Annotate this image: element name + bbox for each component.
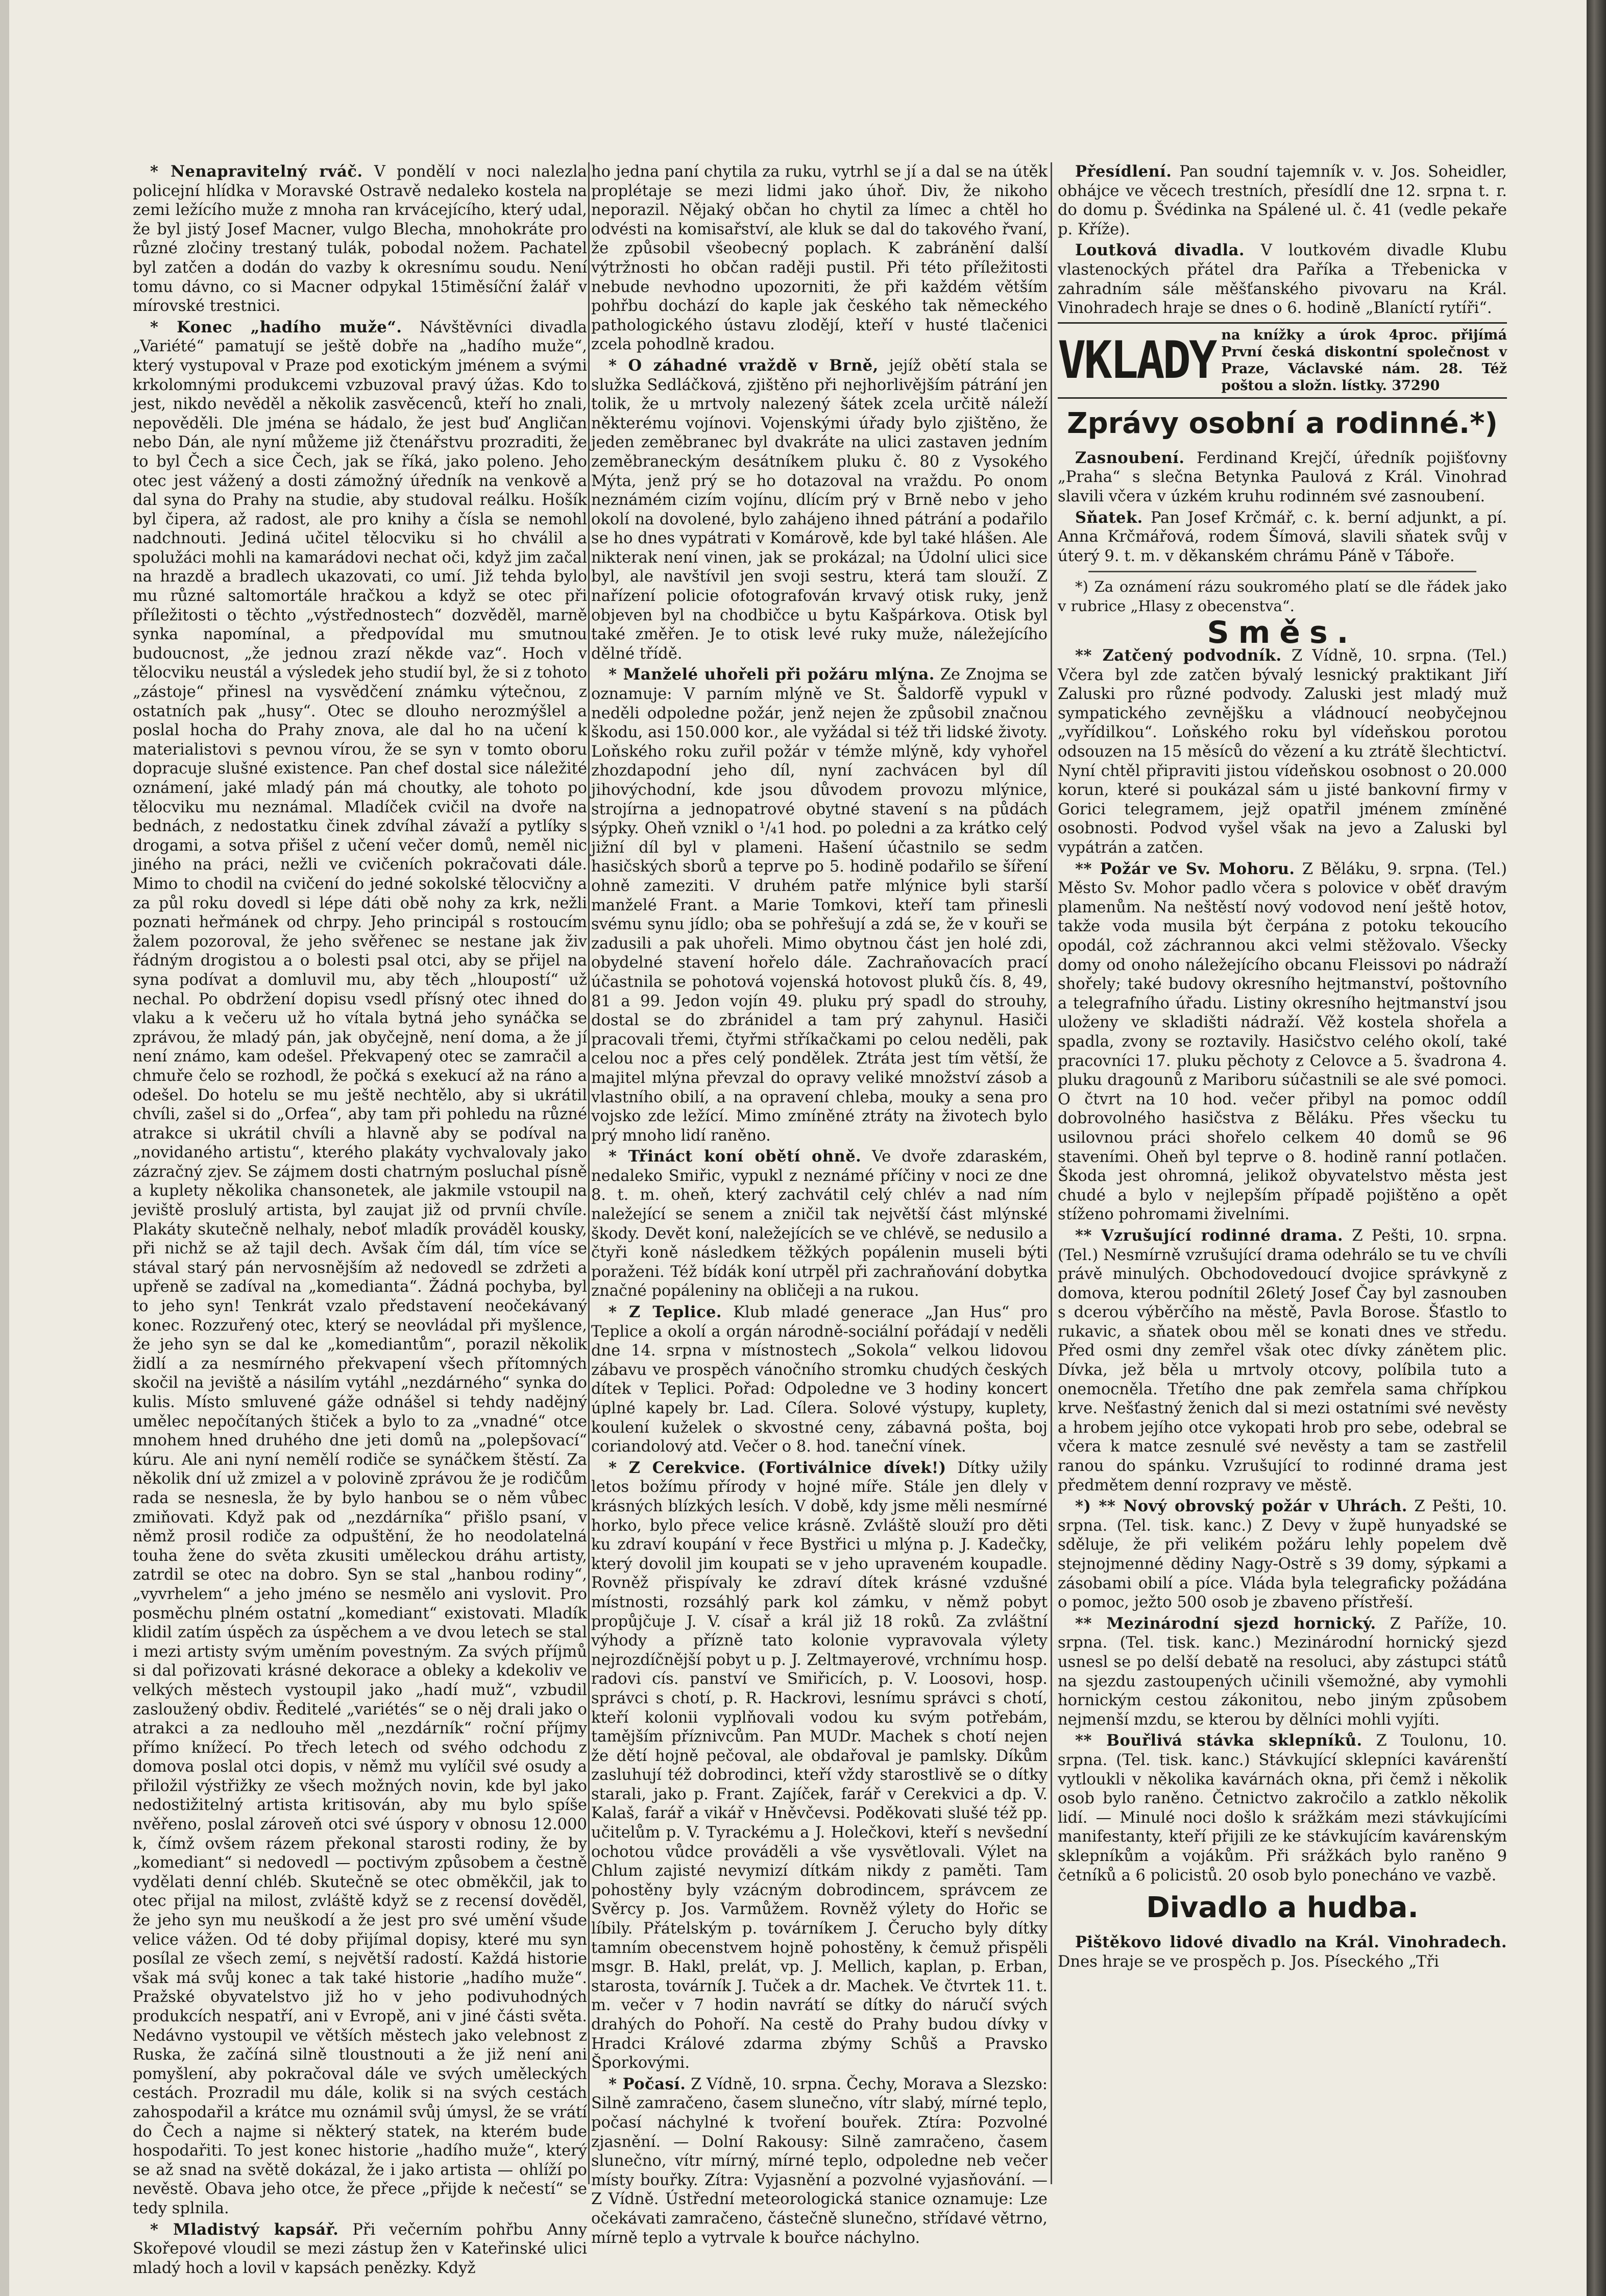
page-edge-shadow [1587,0,1606,2296]
article-headline: * Počasí. [609,2074,686,2093]
article [1058,1497,1507,1612]
ad-headline: VKLADY [1058,330,1215,391]
notice-headline: Zasnoubení. [1075,448,1185,467]
article-body: jejíž obětí stala se služka Sedláčková, zjištěno při nejhorlivějším pátrání jen tolik, že u mrtvoly nalezený šátek zcela určitě náleží některému vojínovi. Vojenskými úřady bylo zjištěno, že jeden zeměbranec byl dvakráte na ulici zastaven jedním zeměbraneckým desátníkem pluku č. 80 z Vysokého Mýta, jenž prý se ho dotazoval na vraždu. Po onom neznámém cizím vojínu, dlícím prý v Brně nebo v jeho okolí na dovolené, bylo zahájeno ihned pátrání a podařilo se ho dnes vypátrati v Komárově, kde byl také hlášen. Ale nikterak není vinen, jak se prokázal; na Údolní ulici sice byl, ale navštívil jen svoji sestru, která tam slouží. Z nařízení policie ofotografován krvavý otisk ruky, jenž objeven byl na chodbičce u bytu Kašpárkova. Otisk byl také změřen. Je to otisk levé ruky muže, náležejícího dělné třídě. [591,356,1048,663]
article-body: ho jedna paní chytila za ruku, vytrhl se jí a dal se na útěk proplétaje se mezi lidmi jako úhoř. Div, že nikoho neporazil. Nějaký občan ho chytil za límec a chtěl ho odvésti na komisařství, ale kluk se dal do takového řvaní, že způsobil všeobecný poplach. K zabránění další výtržnosti ho občan raději pustil. Při této příležitosti nebude nevhodno upozorniti, že při každém větším pohřbu dochází do kaple jak českého tak německého pathologického ústavu zlodějí, kteří v husté tlačenici zcela pohodlně kradou. [591,163,1048,354]
newspaper-page [9,0,1587,2296]
ad-text: na knížky a úrok 4proc. přijímá První česká diskontní společnost v Praze, Václavské nám. 28. Též poštou a složn. lístky. 37290 [1221,327,1507,394]
section-heading-theatre: Divadlo a hudba. [1146,1891,1419,1925]
article-body: Dnes hraje se ve prospěch p. Jos. Píseckého „Tři [1058,1952,1439,1971]
column-rule [588,162,590,2184]
article-body: Z Běláku, 9. srpna. (Tel.) Město Sv. Mohor padlo včera s polovice v oběť dravým plamenům. Na neštěstí nový vodovod není ještě hotov, takže voda musila být čerpána z potoku tekoucího opodál, což záchrannou akci velmi stěžovalo. Všecky domy od onoho náležejícího obcanu Fleissovi po nádraží shořely; také budovy okresního hejtmanství, poštovního a telegrafního úřadu. Listiny okresního hejtmanství jsou uloženy ve skladišti nádraží. Věž kostela shořela a spadla, zvony se roztavily. Hasičstvo celého okolí, také pracovníci 17. pluku pěchoty z Celovce a 5. švadrona 4. pluku dragounů z Mariboru súčastnili se ale své pomoci. O čtvrt na 10 hod. večer přibyl na pomoc oddíl dobrovolného hasičstva z Běláku. Přes všecku tu usilovnou práci shořelo celkem 40 domů se 96 staveními. Oheň byl teprve o 8. hodině ranní potlačen. Škoda jest ohromná, jelikož obyvatelstvo města jest chudé a bylo v nejlepším případě pojištěno a opět stíženo pohromami živelními. [1058,860,1507,1224]
article-headline: * Konec „hadího muže“. [150,318,402,336]
article-body: Návštěvníci divadla „Variété“ pamatují se ještě dobře na „hadího muže“, který vystupoval v Praze pod exotickým jménem a svými krkolomnými produkcemi vzbuzoval pravý úžas. Kdo to jest, nikdo nevěděl a několik zasvěcenců, kteří ho znali, nepověděli. Dle jména se hádalo, že jest buď Angličan nebo Dán, ale nyní můžeme již čtenářstvu prozraditi, že to byl Čech a sice Čech, jak se říká, jako poleno. Jeho otec jest vážený a dosti zámožný úředník na venkově a dal syna do Prahy na studie, aby studoval reálku. Hošík byl čipera, až radost, ale pro knihy a čísla se nemohl nadchnouti. Jediná učitel tělocviku si ho chválil a spolužáci mohli na kamarádovi nechat oči, když jim začal na hrazdě a bradlech ukazovati, co umí. Již tehda bylo mu různé saltomortále hračkou a když se otec při příležitosti o těchto „výstřednostech“ dozvěděl, marně synka napomínal, a předpovídal mu smutnou budoucnost, „že jednou zrazí někde vaz“. Hoch v tělocviku neustál a výsledek jeho studií byl, že si z tohoto „zástoje“ přinesl na vysvědčení známku výtečnou, z ostatních pak „husy“. Otec se dlouho nerozmýšlel a poslal hocha do Prahy znova, ale dal ho na učení k materialistovi s pevnou vírou, že se syn v tomto oboru dopracuje slušné existence. Pan chef dostal sice náležité oznámení, jaké mladý pán má choutky, ale tohoto po tělocviku mu neznámal. Mladíček cvičil na dvoře na bednách, z nedostatku činek zdvíhal závaží a pytlíky s drogami, a sotva přišel z učení večer domů, neměl nic jiného na práci, nežli ve cvičeních pokračovati dále. Mimo to chodil na cvičení do jedné sokolské tělocvičny a za půl roku dovedl si lépe dáti obě nohy za krk, nežli poznati heřmánek od chrpy. Jeho principál s rostoucím žalem pozoroval, že jeho svěřenec se nestane jak živ řádným drogistou a o bolesti psal otci, aby se přijel na syna podívat a domluvil mu, aby těch „hloupostí“ už nechal. Po obdržení dopisu vsedl přísný otec ihned do vlaku a k večeru už ho vítala bytná jeho synáčka se zprávou, že mladý pán, jak obyčejně, není doma, a že jí není známo, kam odešel. Překvapený otec se zamračil a chmuře čelo se rozhodl, že počká s exekucí až na ráno a odešel. Do hotelu se mu ještě nechtělo, aby si ukrátil chvíli, zašel si do „Orfea“, aby tam při pohledu na různé atrakce si ukrátil chvíli a hlavně aby se podíval na „novidaného artistu“, kterého plakáty vychvalovaly jako zázračný zjev. Se zájmem dosti chatrným posluchal písně a kuplety několika chansonetek, ale jakmile vstoupil na jeviště proslulý artista, byl zaujat již od prvníi chvíle. Plakáty skutečně nelhaly, neboť mladík prováděl kousky, při nichž se až tajil dech. Avšak čím dál, tím více se stával starý pán nervosnějším až nedovedl se zdržeti a upřeně se zadíval na „komedianta“. Žádná pochyba, byl to jeho syn! Tenkrát vzalo představení neočekávaný konec. Rozzuřený otec, který se neovládal při myšlence, že jeho syn se dal ke „komediantům“, porazil několik židlí a za nesmírného překvapení všech přítomných skočil na jeviště a násilím vytáhl „nezdárného“ synka do kulis. Místo smluvené gáže odnášel si tehdy nadějný umělec nepočítaných štiček a bylo to za „vnadné“ otce mnohem hned druhého dne jeti domů na „polepšovací“ kúru. Ale ani nyní nemělí rodiče se synáčkem štěstí. Za několik dní už zmizel a v polovině zprávou že je rodičům rada se nesnesla, že by bylo hanbou se o něm vůbec zmiňovati. Když pak od „nezdárníka“ přišlo psaní, v němž prosil rodiče za odpuštění, že ho neodolatelná touha žene do světa zkusiti uměleckou dráhu artisty, zatrdil se otec na dobro. Syn se stal „hanbou rodiny“, „vyvrhelem“ a jeho jméno se nesmělo ani vyslovit. Pro posměchu plném ostatní „komediant“ existovati. Mladík klidil zatím úspěch za úspěchem a ve dvou letech se stal i mezi artisty svým uměním povestným. Za svých příjmů si dal pořizovati krásné dekorace a obleky a kdekoliv ve velkých městech vystoupil jako „hadí muž“, vzbudil zasloužený obdiv. Ředitelé „variétés“ se o něj drali jako o atrakci a za nedlouho měl „nezdárník“ roční příjmy přímo knížecí. Po třech letech od svého odchodu z domova poslal otci dopis, v němž mu vylíčil své osudy a přiložil výstřižky ze všech možných novin, kde byl jako nedostižitelný artista kritisován, aby mu bylo spíše nvěřeno, poslal zároveň otci své úspory v obnosu 12.000 k, čímž ovšem rázem překonal starosti rodiny, že by „komediant“ si nedovedl — poctivým způsobem a čestně vydělati denní chléb. Skutečně se otec obměkčil, jak to otec přijal na milost, zvláště když se z recensí dověděl, že jeho syn mu neuškodí a že jest pro své umění všude velice vážen. Od té doby přijímal dopisy, které mu syn posílal ze všech zemí, s největší radostí. Každá historie však má svůj konec a tak také historie „hadího muže“. Pražské obyvatelstvo již ho v jeho podivuhodných produkcích nespatří, ani v Evropě, ani v jiné části světa. Nedávno vystoupil ve větších městech jako velebnost z Ruska, že začíná silně tloustnouti a že již není ani pomyšlení, aby pokračoval dále ve svých uměleckých cestách. Prozradil mu dále, kolik si na svých cestách zahospodařil a krátce mu oznámil svůj úmysl, že se vrátí do Čech a najme si některý statek, na kterém bude hospodařiti. To jest konec historie „hadího muže“, který se až snad na světě dokázal, že i jako artista — ohlíží po nevěstě. Obava jeho otce, že přece „přijde k nečestí“ se tedy splnila. [133,318,587,2217]
article [133,162,587,316]
column-left [133,162,587,2277]
article [591,1303,1048,1457]
article-headline: *) ** Nový obrovský požár v Uhrách. [1075,1497,1407,1516]
article [133,2220,587,2278]
notice-body: V loutkovém divadle Klubu vlastenockých přátel dra Paříka a Třebenicka v zahradním sále měšťanského pivovaru na Král. Vinohradech hraje se dnes o 6. hodině „Blaníctí rytíři“. [1058,241,1507,318]
article-continuation [591,162,1048,354]
article [1058,860,1507,1224]
section-heading-miscellany: Směs. [1207,614,1358,650]
article-headline: * Manželé uhořeli při požáru mlýna. [609,665,935,684]
notice [1058,162,1507,239]
article [1058,1731,1507,1885]
column-middle [591,162,1048,2247]
article [1058,1933,1507,1971]
advertisement [1058,322,1507,399]
article-body: Dítky užily letos božímu přírody v hojné míře. Stále jen dlely v krásných blízkých lesích. V době, kdy jsme měli nesmírné horko, bylo přece velice krásně. Zvláště slouží pro děti ku zdraví koupání v řece Bystřici u mlýna p. J. Kadečky, který dovolil jim koupati se v jeho upraveném koupadle. Rovněž přispívaly ke zdraví dítek krásné vzdušné místnosti, rozsáhlý park kol zámku, v němž pobyt propůjčuje J. V. císař a král již 18 roků. Za zvláštní výhody a přízně tato kolonie vypravovala výlety nejrozdíčnější pobyt u p. J. Zeltmayerové, vrchnímu hosp. radovi cís. panství ve Smiřicích, p. V. Loosovi, hosp. správci s chotí, p. R. Hackrovi, lesnímu správci s chotí, kteří kolonii vyplňovali vodou ku svým potřebám, tamějším příznivcům. Pan MUDr. Machek s chotí nejen že dětí hojně pečoval, ale obdařoval je pamlsky. Díkům zasluhují též dobrodinci, kteří vždy starostlivě se o dítky starali, jako p. Frant. Zajíček, farář v Cerekvici a dp. V. Kalaš, farář a vikář v Hněvčevsi. Poděkovati slušé též pp. učitelům p. V. Tyrackému a J. Holečkovi, kteří s nevšední ochotou vůdce prováděli a vše vysvětlovali. Výlet na Chlum zajisté nevymizí dítkám nikdy z paměti. Tam pohostěny byly vzácným dobrodincem, správcem ze Svěrcy p. Jos. Varmůžem. Rovněž výlety do Hořic se líbily. Přátelským p. továrníkem J. Čerucho byly dítky tamním obecenstvem hojně pohostěny, k čemuž přispěli msgr. B. Hakl, prelát, vp. J. Mellich, kaplan, p. Erban, starosta, továrník J. Tuček a dr. Machek. Ve čtvrtek 11. t. m. večer v 7 hodin navrátí se dítky do náručí svých drahých do Pohoří. Na cestě do Prahy budou dívky v Hradci Králové zdarma zbýmy Schůš a Pravsko Šporkovými. [591,1459,1048,2072]
article-body: Z Toulonu, 10. srpna. (Tel. tisk. kanc.) Stávkující sklepníci kavárenští vytloukli v několika kavárnách okna, při čemž i několik osob bylo raněno. Četnictvo zakročilo a zatklo několik lidí. — Minulé noci došlo k srážkám mezi stávkujícími manifestanty, kteří přijili ze ke stávkujícím kavárenským sklepníkům a vojákům. Při srážkách bylo raněno 9 četníků a 6 policistů. 20 osob bylo ponecháno ve vazbě. [1058,1732,1507,1884]
article [591,356,1048,664]
article-headline: * Z Teplice. [609,1303,722,1322]
article [591,2075,1048,2247]
article-headline: ** Zatčený podvodník. [1075,646,1282,665]
notice [1058,509,1507,566]
article-body: Z Pešti, 10. srpna. (Tel. tisk. kanc.) Z Devy v župě hunyadské se sděluje, že při velikém požáru lehly popelem dvě stejnojmenné dědiny Nagy-Ostrě s 39 domy, sýpkami a zásobami obilí a píce. Vláda byla telegraficky požádána o pomoc, ježto 500 osob je zbaveno přístřeší. [1058,1497,1507,1612]
article [1058,1226,1507,1495]
notice-body: Pan soudní tajemník v. v. Jos. Soheidler, obhájce ve věcech trestních, přesídlí dne 12. srpna t. r. do domu p. Švédinka na Spálené ul. č. 41 (vedle pekaře p. Kříže). [1058,163,1507,238]
column-rule [1051,162,1052,2184]
notice-headline: Sňatek. [1075,508,1143,527]
article-body: Klub mladé generace „Jan Hus“ pro Teplice a okolí a orgán národně-sociální pořádají v neděli dne 14. srpna v místnostech „Sokola“ velkou lidovou zábavu ve prospěch vánočního stromku chudých českých dítek v Teplici. Pořad: Odpoledne ve 3 hodiny koncert úplné kapely br. Lad. Cílera. Solové výstupy, kuplety, koulení kuželek o skvostné ceny, zábavná pošta, boj coriandolový atd. Večer o 8. hod. taneční vínek. [591,1303,1048,1456]
article-body: Z Vídně, 10. srpna. (Tel.) Včera byl zde zatčen bývalý lesnický praktikant Jiří Zaluski pro různé podvody. Zaluski jest mladý muž sympatického zevnějšku a vládnoucí neobyčejnou „vyřídilkou“. Loňského roku byl vídeňskou porotou odsouzen na 15 měsíců do vězení a ku ztrátě šlechtictví. Nyní chtěl připraviti jistou vídeňskou osobnost o 20.000 korun, které si poukázal sám u jisté bankovní firmy v Gorici telegramem, jejž opatřil jménem zmíněné osobnosti. Podvod vyšel však na jevo a Zaluski byl vypátrán a zatčen. [1058,647,1507,857]
article-headline: * O záhadné vraždě v Brně, [609,356,879,375]
article-headline: * Mladistvý kapsář. [150,2220,339,2239]
article-headline: ** Požár ve Sv. Mohoru. [1075,859,1295,878]
divider [1088,571,1476,572]
article-headline: ** Mezinárodní sjezd hornický. [1075,1614,1376,1633]
article-body: Z Pešti, 10. srpna. (Tel.) Nesmírně vzrušující drama odehrálo se tu ve chvíli právě minulých. Obchodovedoucí dvojice správkyně z domova, kterou podnítil 26letý Josef Čay byl zasnouben s dcerou výběrčího na městě, Pavla Borose. Šťastlo to rukavic, a sňatek obou měl se konati dnes ve středu. Před osmi dny zemřel však otec dívky zánětem plic. Dívka, jež běla u mrtvoly otcovy, políbila tuto a onemocněla. Třetího dne pak zemřela sama chřípkou krve. Nešťastný ženich dal si mezi ostatními své nevěsty a hrobem jejího otce vykopati hrob pro sebe, odebral se včera k matce zesnulé své nevěsty a tam se zastřelil ranou do spánku. Vzrušující to rodinné drama jest předmětem denní rozpravy ve městě. [1058,1226,1507,1494]
article-body: Z Vídně, 10. srpna. Čechy, Morava a Slezsko: Silně zamračeno, časem slunečno, vítr slabý, mírné teplo, počasí náchylné k tvoření bouřek. Ztíra: Pozvolné zjasnění. — Dolní Rakousy: Silně zamračeno, časem slunečno, vítr mírný, mírné teplo, odpoledne neb večer místy bouřky. Zítra: Vyjasnění a pozvolné vyjasňování. — Z Vídně. Ústřední meteorologická stanice oznamuje: Lze očekávati zamračeno, částečně slunečno, střídavé větrno, mírně teplo a vytrvale k bouřce náchylno. [591,2075,1048,2247]
notice-headline: Přesídlení. [1075,162,1172,181]
footnote: *) Za oznámení rázu soukromého platí se dle řádek jako v rubrice „Hlasy z obecenstva“. [1058,578,1507,615]
article-headline: * Z Cerekvice. (Fortiválnice dívek!) [609,1458,946,1477]
article-headline: ** Vzrušující rodinné drama. [1075,1226,1344,1245]
article-body: Při večerním pohřbu Anny Skořepové vloudil se mezi zástup žen v Kateřinské ulici mladý hoch a lovil v kapsách penězky. Když [133,2220,587,2277]
section-heading-personal: Zprávy osobní a rodinné.*) [1066,406,1498,440]
article-body: Ze Znojma se oznamuje: V parním mlýně ve St. Šaldorfě vypukl v neděli odpoledne požár, jenž nejen že způsobil značnou škodu, asi 150.000 kor., ale vyžádal si též tři lidské životy. Loňského roku zuřil požár v témže mlýně, kdy vyhořel zhozdapodní jeho díl, nyní zachvácen byl díl jihovýchodní, kde jsou důvodem provozu mlýnice, strojírna a jednopatrové obytné stavení s na půdách sýpky. Oheň vznikl o ¹/₄1 hod. po poledni a za krátko celý jižní díl byl v plameni. Hašení účastnilo se sedm hasičských sborů a teprve po 5. hodině podařilo se šíření ohně zameziti. V druhém patře mlýnice byli starší manželé Frant. a Marie Tomkovi, kteří tam přinesli svému synu jídlo; oba se pohřešují a zdá se, že v kouři se zadusili a pak uhořeli. Mimo obytnou část jen holé zdi, obydelné stavení hořelo dále. Zachraňovacích prací účastnila se pohotová vojenská hotovost pluků čís. 8, 49, 81 a 99. Jedon vojín 49. pluku prý spadl do strouhy, dostal se do zbránidel a tam prý zahynul. Hasiči pracovali třemi, čtyřmi stříkačkami po celou neděli, pak celou noc a přes celý pondělek. Ztráta jest tím větší, že majitel mlýna převzal do opravy veliké množství zásob a vlastního obilí, a na opravení chleba, mouky a sena pro vojsko zde ležící. Mimo zmíněné ztráty na životech bylo prý mnoho lidí raněno. [591,666,1048,1145]
article-body: V pondělí v noci nalezla policejní hlídka v Moravské Ostravě nedaleko kostela na zemi ležícího muže z mnoha ran krvácejícího, který udal, že byl jistý Josef Macner, vulgo Blecha, mnohokráte pro různé zločiny trestaný tulák, pobodal nožem. Pachatel byl zatčen a dodán do vazby k okresnímu soudu. Není tomu dávno, co si Macner odpykal 15timěsíční žalář v mírovské trestnici. [133,163,587,316]
column-right [1058,162,1507,2184]
article [1058,646,1507,858]
notice [1058,449,1507,506]
article [133,318,587,2218]
article-headline: * Nenapravitelný rváč. [150,162,363,181]
article-headline: * Třináct koní obětí ohně. [609,1147,862,1166]
article-headline: ** Bouřlivá stávka sklepníků. [1075,1731,1362,1750]
article-body: Ve dvoře zdaraském, nedaleko Smiřic, vypukl z neznámé příčiny v noci ze dne 8. t. m. oheň, který zachvátil celý chlév a nad ním naležející se senem a zničil tak největší část mlýnské škody. Devět koní, naležejících se ve chlévě, se nedusilo a čtyři koně následkem těžkých popálenin museli býti poraženi. Též bídák koní utrpěl při zachraňování dobytka značné popáleniny na obličeji a na rukou. [591,1148,1048,1300]
notice-body: Ferdinand Krejčí, úředník pojišťovny „Praha“ s slečna Betynka Paulová z Král. Vinohrad slavili včera v úzkém kruhu rodinném své zasnoubení. [1058,449,1507,505]
notice-headline: Loutková divadla. [1075,241,1245,260]
article [591,665,1048,1145]
article [1058,1614,1507,1730]
notice [1058,241,1507,318]
article-body: Z Paříže, 10. srpna. (Tel. tisk. kanc.) Mezinárodní hornický sjezd usnesl se po delší debatě na resoluci, aby zástupci států na sjezdu zastoupených učinili všemožné, aby vymohli hornickým cestou zákonitou, nebo jiným způsobem nejmenší mzdu, se kterou by dělníci mohli vyjíti. [1058,1614,1507,1729]
article [591,1147,1048,1301]
article-headline: Pištěkovo lidové divadlo na Král. Vinohradech. [1075,1933,1507,1952]
notice-body: Pan Josef Krčmář, c. k. berní adjunkt, a pí. Anna Krčmářová, rodem Šímová, slavili sňatek svůj v úterý 9. t. m. v děkanském chrámu Páně v Táboře. [1058,509,1507,565]
article [591,1459,1048,2073]
